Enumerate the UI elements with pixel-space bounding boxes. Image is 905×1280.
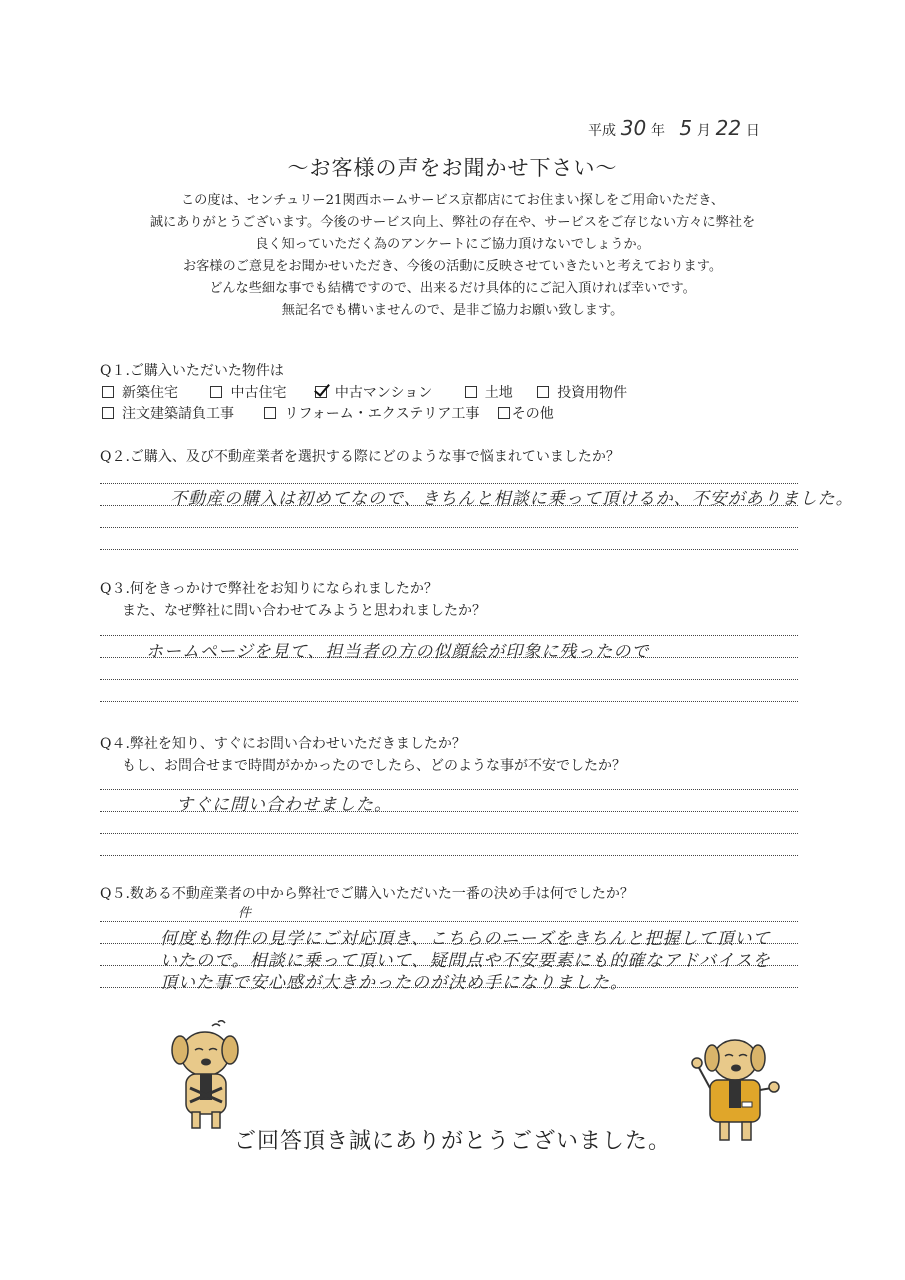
q1-option[interactable] — [465, 382, 513, 402]
option-label: 中古住宅 — [230, 385, 287, 401]
option-label: その他 — [511, 406, 554, 422]
dog-mascot-left-icon — [160, 1020, 250, 1130]
date-year: 30 — [620, 116, 647, 140]
option-label: 投資用物件 — [557, 385, 628, 401]
option-label: 土地 — [484, 385, 513, 401]
q4-question-line2: もし、お問合せまで時間がかかったのでしたら、どのような事が不安でしたか？ — [122, 758, 626, 774]
date-month-label: 月 — [696, 123, 711, 139]
checkbox[interactable] — [537, 386, 549, 398]
q1-option[interactable] — [210, 382, 286, 402]
intro-line: 無記名でも構いませんので、是非ご協力お願い致します。 — [281, 303, 624, 318]
checkbox[interactable] — [465, 386, 477, 398]
page-title: 〜お客様の声をお聞かせ下さい〜 — [287, 156, 618, 180]
q5-answer-line[interactable]: 何度も物件の見学にご対応頂き、こちらのニーズをきちんと把握して頂いて — [160, 929, 771, 949]
date-era: 平成 — [588, 123, 616, 139]
checkbox[interactable] — [264, 407, 276, 419]
checkbox[interactable] — [210, 386, 222, 398]
q5-question: Q５.数ある不動産業者の中から弊社でご購入いただいた一番の決め手は何でしたか？ — [100, 886, 634, 902]
intro-line: この度は、センチュリー21関西ホームサービス京都店にてお住まい探しをご用命いただき、 — [180, 193, 725, 208]
date-day: 22 — [715, 116, 742, 140]
q5-answer-line[interactable]: いたので。相談に乗って頂いて、疑問点や不安要素にも的確なアドバイスを — [160, 951, 771, 971]
q3-question-line1: Q３.何をきっかけで弊社をお知りになられましたか？ — [100, 581, 438, 597]
q1-option-checked[interactable] — [315, 382, 432, 402]
q4-answer[interactable]: すぐに問い合わせました。 — [176, 795, 392, 815]
q1-option[interactable] — [498, 403, 554, 423]
intro-line: 良く知っていただく為のアンケートにご協力頂けないでしょうか。 — [255, 237, 650, 252]
q1-options-row2 — [102, 403, 568, 423]
q5-answer-correction: 件 — [238, 906, 253, 921]
q1-option[interactable] — [102, 382, 178, 402]
q2-answer[interactable]: 不動産の購入は初めてなので、きちんと相談に乗って頂けるか、不安がありました。 — [170, 489, 854, 509]
q5-answer-line[interactable]: 頂いた事で安心感が大きかったのが決め手になりました。 — [160, 973, 628, 993]
closing-message: ご回答頂き誠にありがとうございました。 — [233, 1129, 671, 1154]
date-year-label: 年 — [651, 123, 666, 139]
option-label: 注文建築請負工事 — [122, 406, 234, 422]
q1-question: Q１.ご購入いただいた物件は — [100, 363, 284, 379]
checkbox-checked[interactable] — [315, 386, 327, 398]
option-label: 新築住宅 — [122, 385, 178, 401]
q2-question: Q２.ご購入、及び不動産業者を選択する際にどのような事で悩まれていましたか？ — [100, 449, 620, 465]
q1-option[interactable] — [264, 403, 479, 423]
q3-question-line2: また、なぜ弊社に問い合わせてみようと思われましたか？ — [122, 603, 486, 619]
option-label: リフォーム・エクステリア工事 — [284, 406, 480, 422]
date-row — [588, 116, 760, 140]
date-month: 5 — [679, 116, 693, 140]
q1-option[interactable] — [537, 382, 627, 402]
intro-line: お客様のご意見をお聞かせいただき、今後の活動に反映させていきたいと考えております。 — [182, 259, 723, 274]
checkbox[interactable] — [102, 386, 114, 398]
checkbox[interactable] — [498, 407, 510, 419]
intro-line: どんな些細な事でも結構ですので、出来るだけ具体的にご記入頂ければ幸いです。 — [209, 281, 696, 296]
intro-line: 誠にありがとうございます。今後のサービス向上、弊社の存在や、サービスをご存じない方々に弊社を — [149, 215, 756, 230]
q1-options-row1 — [102, 382, 641, 402]
q1-option[interactable] — [102, 403, 234, 423]
q3-answer[interactable]: ホームページを見て、担当者の方の似顔絵が印象に残ったので — [146, 642, 650, 662]
option-label: 中古マンション — [334, 385, 433, 401]
intro-text — [120, 190, 785, 322]
date-day-label: 日 — [745, 123, 760, 139]
checkbox[interactable] — [102, 407, 114, 419]
q4-question-line1: Q４.弊社を知り、すぐにお問い合わせいただきましたか？ — [100, 736, 466, 752]
